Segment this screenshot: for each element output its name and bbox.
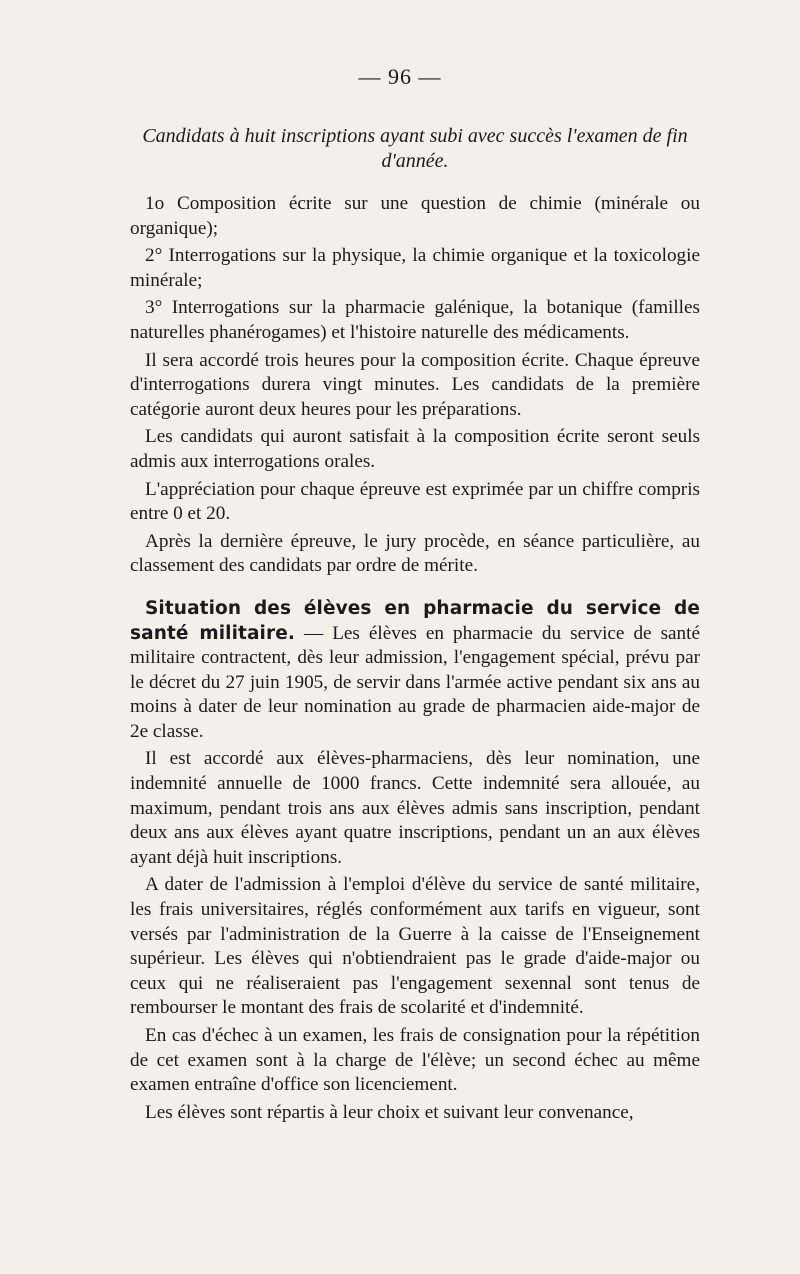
page-number: — 96 — bbox=[358, 64, 442, 89]
section-intro: — Les élèves en pharmacie du service de santé militaire contractent, dès leur admission, l'engagement spécial, prévu par le décret du 27 juin 1905, de servir dans l'armée active pendant six ans au moins à dater de leur nomination au grade de pharmacien aide-major de 2e classe. bbox=[130, 622, 700, 742]
paragraph: A dater de l'admission à l'emploi d'élève du service de santé militaire, les frais universitaires, réglés conformément aux tarifs en vigueur, sont versés par l'administration de la Guerre à la caisse de l'Enseignement supérieur. Les élèves qui n'obtiendraient pas le grade d'aide-major ou ceux qui ne réaliseraient pas l'engagement sexennal sont tenus de rembourser le montant des frais de scolarité et d'indemnité. bbox=[130, 874, 700, 1019]
paragraph: Après la dernière épreuve, le jury procède, en séance particulière, au classement des candidats par ordre de mérite. bbox=[130, 530, 700, 577]
paragraph: Les élèves sont répartis à leur choix et suivant leur convenance, bbox=[145, 1101, 634, 1123]
paragraph: 1o Composition écrite sur une question de chimie (minérale ou organique); bbox=[130, 193, 700, 239]
paragraph: L'appréciation pour chaque épreuve est exprimée par un chiffre compris entre 0 et 20. bbox=[130, 478, 700, 525]
paragraph: 3° Interrogations sur la pharmacie galénique, la botanique (familles naturelles phanérogames) et l'histoire naturelle des médicaments. bbox=[130, 297, 700, 343]
paragraph: Les candidats qui auront satisfait à la composition écrite seront seuls admis aux interrogations orales. bbox=[130, 426, 700, 472]
section-heading: Candidats à huit inscriptions ayant subi avec succès l'examen de fin d'année. bbox=[142, 125, 688, 172]
paragraph: Il est accordé aux élèves-pharmaciens, dès leur nomination, une indemnité annuelle de 1000 francs. Cette indemnité sera allouée, au maximum, pendant trois ans aux élèves admis sans inscription, pendant deux ans aux élèves ayant quatre inscriptions, pendant un an aux élèves ayant déjà huit inscriptions. bbox=[130, 748, 700, 868]
paragraph: En cas d'échec à un examen, les frais de consignation pour la répétition de cet examen sont à la charge de l'élève; un second échec au même examen entraîne d'office son licenciement. bbox=[130, 1025, 700, 1096]
section-paragraph bbox=[130, 597, 700, 745]
paragraph: Il sera accordé trois heures pour la composition écrite. Chaque épreuve d'interrogations durera vingt minutes. Les candidats de la première catégorie auront deux heures pour les préparations. bbox=[130, 349, 700, 420]
paragraph: 2° Interrogations sur la physique, la chimie organique et la toxicologie minérale; bbox=[130, 245, 700, 291]
section-title: Situation des élèves en pharmacie du service de santé militaire. bbox=[130, 597, 700, 644]
page-body bbox=[130, 192, 700, 1128]
